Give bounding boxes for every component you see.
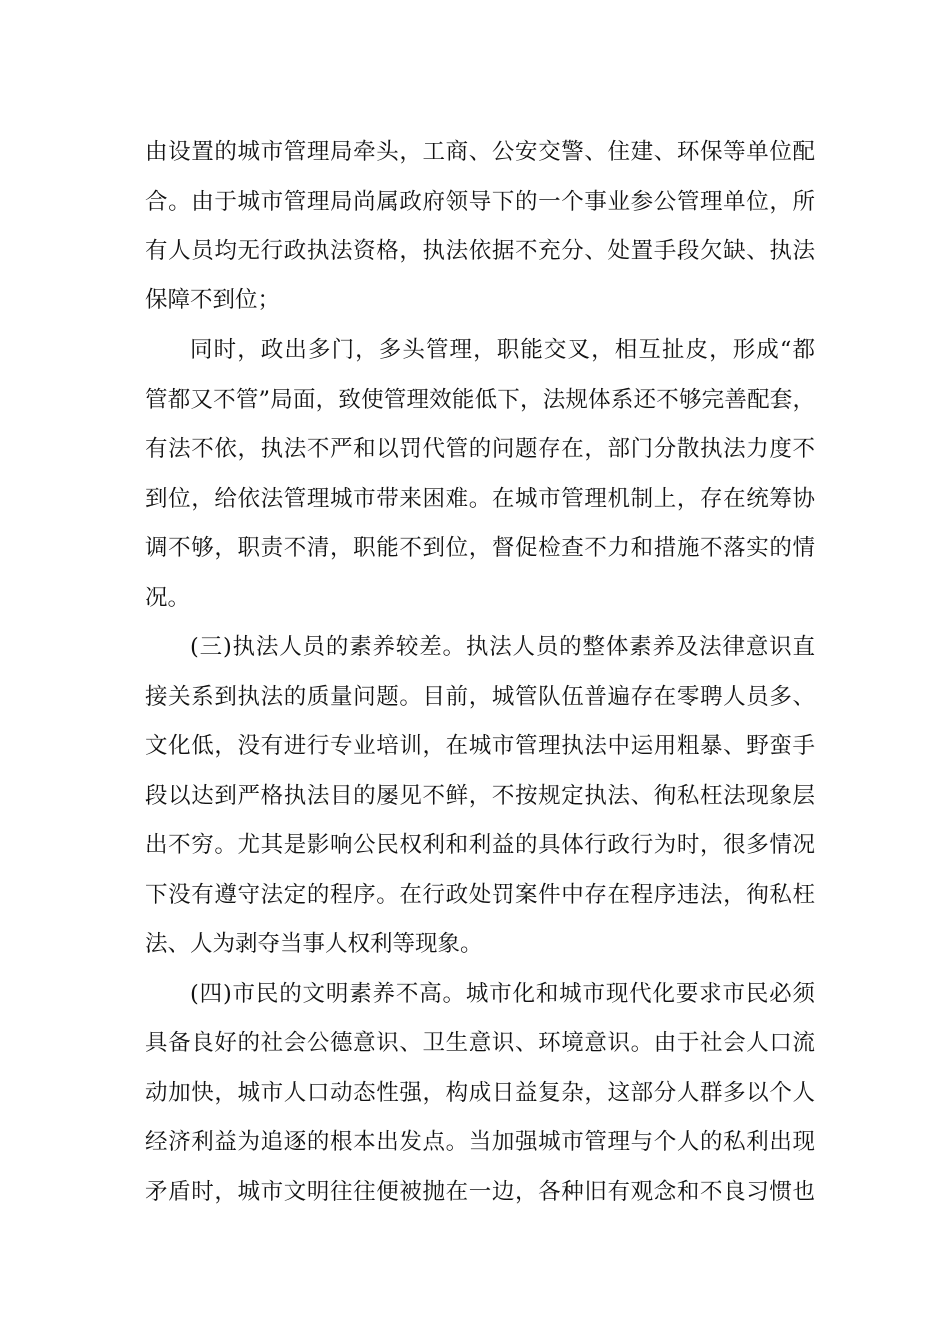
text-line: 合。由于城市管理局尚属政府领导下的一个事业参公管理单位，所 xyxy=(145,189,815,215)
text-line: 调不够，职责不清，职能不到位，督促检查不力和措施不落实的情 xyxy=(145,535,815,561)
text-line: 下没有遵守法定的程序。在行政处罚案件中存在程序违法，徇私枉 xyxy=(145,882,815,908)
text-line: 有法不依，执法不严和以罚代管的问题存在，部门分散执法力度不 xyxy=(145,436,815,462)
text-line: 段以达到严格执法目的屡见不鲜，不按规定执法、徇私枉法现象层 xyxy=(145,783,815,809)
text-line: 接关系到执法的质量问题。目前，城管队伍普遍存在零聘人员多、 xyxy=(145,684,815,710)
text-line: 文化低，没有进行专业培训，在城市管理执法中运用粗暴、野蛮手 xyxy=(145,733,815,759)
text-line: 到位，给依法管理城市带来困难。在城市管理机制上，存在统筹协 xyxy=(145,486,815,512)
paragraph-first-line: 同时，政出多门，多头管理，职能交叉，相互扯皮，形成“都 xyxy=(190,337,815,363)
text-line: 有人员均无行政执法资格，执法依据不充分、处置手段欠缺、执法 xyxy=(145,238,815,264)
text-line: 矛盾时，城市文明往往便被抛在一边，各种旧有观念和不良习惯也 xyxy=(145,1179,815,1205)
text-line: 管都又不管”局面，致使管理效能低下，法规体系还不够完善配套， xyxy=(145,387,815,413)
text-line: 动加快，城市人口动态性强，构成日益复杂，这部分人群多以个人 xyxy=(145,1080,815,1106)
text-line: 出不穷。尤其是影响公民权利和利益的具体行政行为时，很多情况 xyxy=(145,832,815,858)
text-line: 由设置的城市管理局牵头，工商、公安交警、住建、环保等单位配 xyxy=(145,139,815,165)
text-line: 况。 xyxy=(145,585,191,611)
paragraph-first-line: (四)市民的文明素养不高。城市化和城市现代化要求市民必须 xyxy=(190,981,815,1007)
paragraph-first-line: (三)执法人员的素养较差。执法人员的整体素养及法律意识直 xyxy=(190,634,815,660)
text-line: 具备良好的社会公德意识、卫生意识、环境意识。由于社会人口流 xyxy=(145,1030,815,1056)
text-line: 保障不到位； xyxy=(145,287,281,313)
text-line: 法、人为剥夺当事人权利等现象。 xyxy=(145,931,483,957)
text-line: 经济利益为追逐的根本出发点。当加强城市管理与个人的私利出现 xyxy=(145,1129,815,1155)
